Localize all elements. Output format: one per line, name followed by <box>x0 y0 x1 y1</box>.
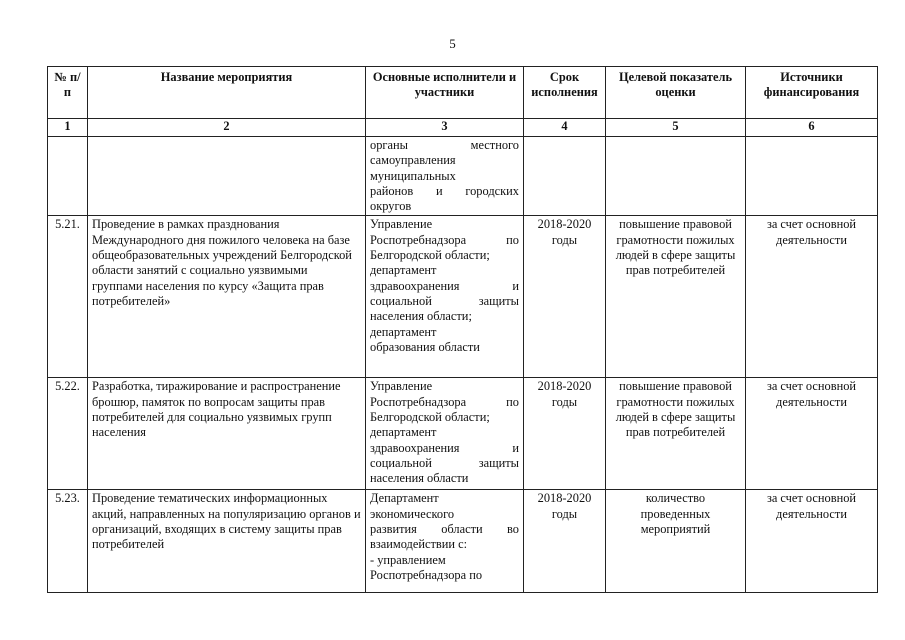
header-event-name: Название мероприятия <box>88 67 366 119</box>
participants-cell <box>366 490 524 593</box>
participants-line: социальной защиты <box>370 455 519 470</box>
participants-cell <box>366 378 524 490</box>
participants-line: департамент <box>370 425 437 440</box>
column-number: 1 <box>48 119 88 137</box>
participants-line: департамент <box>370 263 437 278</box>
table-row-continuation <box>48 137 878 216</box>
header-num: № п/п <box>48 67 88 119</box>
participants-line: Департамент <box>370 491 439 506</box>
participants-line: Белгородской области; <box>370 248 490 263</box>
participants-line: социальной защиты <box>370 293 519 308</box>
participants-line: районов и городских <box>370 183 519 198</box>
deadline: 2018-2020 годы <box>524 378 606 490</box>
participants-line: населения области; <box>370 309 472 324</box>
participants-line: Белгородской области; <box>370 410 490 425</box>
table-header-row <box>48 67 878 119</box>
participants-line: здравоохранения и <box>370 278 519 293</box>
row-number: 5.23. <box>48 490 88 593</box>
event-title: Проведение в рамках празднования Международного дня пожилого человека на базе общеобразовательных учреждений Белгородской области занятий с социально уязвимыми группами населения по курсу «Защита прав потребителей» <box>88 216 366 378</box>
table-row <box>48 378 878 490</box>
participants-line: Роспотребнадзора по <box>370 232 519 247</box>
funding-source: за счет основной деятельности <box>746 216 878 378</box>
participants-line: муниципальных <box>370 168 456 183</box>
participants-line: образования области <box>370 339 480 354</box>
column-number: 5 <box>606 119 746 137</box>
deadline: 2018-2020 годы <box>524 490 606 593</box>
column-number: 6 <box>746 119 878 137</box>
participants-line: Роспотребнадзора по <box>370 567 483 582</box>
action-plan-table <box>47 66 878 593</box>
column-number: 3 <box>366 119 524 137</box>
target-indicator: количество проведенных мероприятий <box>606 490 746 593</box>
participants-line: экономического <box>370 506 455 521</box>
column-numbers-row <box>48 119 878 137</box>
participants-line: департамент <box>370 324 437 339</box>
deadline: 2018-2020 годы <box>524 216 606 378</box>
funding-source: за счет основной деятельности <box>746 490 878 593</box>
page-number: 5 <box>449 36 456 51</box>
participants-line: населения области <box>370 471 469 486</box>
participants-line: - управлением <box>370 552 446 567</box>
event-title: Проведение тематических информационных акций, направленных на популяризацию органов и организаций, входящих в систему защиты прав потребителей <box>88 490 366 593</box>
participants-line: округов <box>370 199 412 214</box>
funding-source: за счет основной деятельности <box>746 378 878 490</box>
participants-line: развития области во <box>370 522 519 537</box>
target-indicator: повышение правовой грамотности пожилых людей в сфере защиты прав потребителей <box>606 378 746 490</box>
table-row <box>48 216 878 378</box>
column-number: 4 <box>524 119 606 137</box>
header-participants: Основные исполнители и участники <box>366 67 524 119</box>
event-title: Разработка, тиражирование и распространение брошюр, памяток по вопросам защиты прав потребителей для социально уязвимых групп населения <box>88 378 366 490</box>
row-number: 5.22. <box>48 378 88 490</box>
header-funding: Источники финансирования <box>746 67 878 119</box>
participants-line: Роспотребнадзора по <box>370 394 519 409</box>
header-deadline: Срок исполнения <box>524 67 606 119</box>
header-indicator: Целевой показатель оценки <box>606 67 746 119</box>
participants-line: Управление <box>370 217 433 232</box>
participants-line: органы местного <box>370 138 519 152</box>
column-number: 2 <box>88 119 366 137</box>
participants-line: самоуправления <box>370 153 456 168</box>
row-number: 5.21. <box>48 216 88 378</box>
participants-line: взаимодействии с: <box>370 537 468 552</box>
table-row <box>48 490 878 593</box>
participants-cell <box>366 137 524 216</box>
participants-line: Управление <box>370 379 433 394</box>
target-indicator: повышение правовой грамотности пожилых людей в сфере защиты прав потребителей <box>606 216 746 378</box>
participants-line: здравоохранения и <box>370 440 519 455</box>
participants-cell <box>366 216 524 378</box>
